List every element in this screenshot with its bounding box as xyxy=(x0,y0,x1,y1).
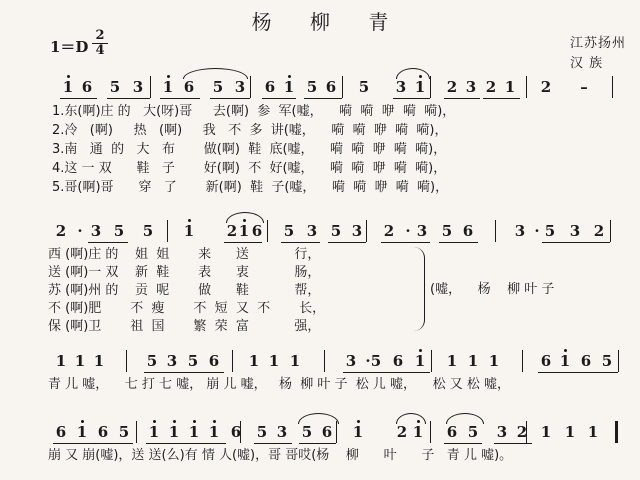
note: 1 xyxy=(412,352,428,370)
note: 5 xyxy=(146,352,158,370)
beam-line xyxy=(146,443,226,444)
note: 5 xyxy=(544,222,556,240)
note: 5 xyxy=(142,222,154,240)
note: 1 xyxy=(181,222,197,240)
slur xyxy=(298,413,339,424)
note: 5 xyxy=(301,423,313,441)
note: 2 xyxy=(396,423,408,441)
note: 6 xyxy=(97,423,109,441)
note: 3 xyxy=(395,78,407,96)
beam-line xyxy=(88,242,128,243)
verse-line-2-2: 送 (啊)一 双 新 鞋 表 衷 肠， xyxy=(48,265,321,280)
note: 1 xyxy=(160,78,176,96)
beam-line xyxy=(542,242,610,243)
note: 6 xyxy=(55,423,67,441)
note: 3 xyxy=(132,78,144,96)
note: 1 xyxy=(467,352,479,370)
note: 6 xyxy=(183,78,195,96)
note: 3 xyxy=(416,222,428,240)
note: 2 xyxy=(485,78,497,96)
note: 5 xyxy=(358,78,370,96)
beam-line xyxy=(210,98,250,99)
slur xyxy=(183,68,248,79)
octave-dot xyxy=(564,349,567,352)
beam-line xyxy=(444,443,482,444)
note: 1 xyxy=(410,423,426,441)
beam-line xyxy=(224,242,262,243)
bar-line xyxy=(336,421,337,443)
slur xyxy=(396,413,426,424)
beam-line xyxy=(74,443,133,444)
slur xyxy=(396,68,430,79)
beam-line xyxy=(107,98,150,99)
bar-line xyxy=(615,421,618,443)
note: 1 xyxy=(268,352,280,370)
note: – xyxy=(580,78,588,96)
bar-line xyxy=(366,220,367,242)
note: 1 xyxy=(281,78,297,96)
note: 5 xyxy=(212,78,224,96)
note: 5 xyxy=(467,423,479,441)
beam-line xyxy=(381,242,430,243)
note: 1 xyxy=(55,352,67,370)
note: 6 xyxy=(230,423,242,441)
bar-line xyxy=(324,350,325,372)
note: 1 xyxy=(488,352,500,370)
octave-dot xyxy=(193,420,196,423)
note: 1 xyxy=(74,352,86,370)
refrain-line-4: 崩 又 崩(嘘)，送 送(么)有 情 人(嘘)，哥 哥哎(杨 柳 叶 子 青 儿 嘘)。 xyxy=(48,448,513,463)
bar-line xyxy=(342,76,343,98)
note: · xyxy=(405,222,411,240)
note: 5 xyxy=(187,352,199,370)
song-title: 杨 柳 青 xyxy=(251,10,405,34)
note: 1 xyxy=(289,352,301,370)
note: 3 xyxy=(276,423,288,441)
octave-dot xyxy=(153,420,156,423)
note: 3 xyxy=(514,222,526,240)
note: 3 xyxy=(234,78,246,96)
note: 1 xyxy=(74,423,90,441)
octave-dot xyxy=(173,420,176,423)
beam-line xyxy=(144,372,224,373)
note: 6 xyxy=(264,78,276,96)
note: 3 xyxy=(569,222,581,240)
song-origin xyxy=(570,34,626,74)
time-signature xyxy=(92,30,108,57)
note: · xyxy=(365,352,371,370)
bar-line xyxy=(612,76,613,98)
note: 1 xyxy=(146,423,162,441)
verse-5: 5.哥(啊)哥 穿 了 新(啊) 鞋 子(嘘， 嗬 嗬 咿 嗬 嗬)， xyxy=(52,180,449,195)
verse-line-2-5: 保 (啊)卫 祖 国 繁 荣 富 强， xyxy=(48,319,321,334)
verse-1: 1.东(啊)庄 的 大(呀)哥 去(啊) 参 军(嘘， 嗬 嗬 咿 嗬 嗬)， xyxy=(52,104,456,119)
beam-line xyxy=(299,443,336,444)
note: 6 xyxy=(251,222,263,240)
bar-line xyxy=(250,76,251,98)
note: 6 xyxy=(392,352,404,370)
note: 1 xyxy=(557,352,573,370)
octave-dot xyxy=(419,349,422,352)
note: 6 xyxy=(580,352,592,370)
beam-line xyxy=(494,443,532,444)
beam-line xyxy=(262,98,296,99)
verse-2: 2.冷 (啊) 热 (啊) 我 不 多 讲(嘘， 嗬 嗬 咿 嗬 嗬)， xyxy=(52,123,448,138)
octave-dot xyxy=(357,420,360,423)
note: 5 xyxy=(118,423,130,441)
note: 2 xyxy=(55,222,67,240)
beam-line xyxy=(254,443,292,444)
refrain-line-3: 青 儿 嘘， 七 打 七 嘘， 崩 儿 嘘， 杨 柳 叶 子 松 儿 嘘， 松 又 松 嘘， xyxy=(48,377,510,392)
bar-line xyxy=(526,76,527,98)
bar-line xyxy=(522,350,523,372)
key-signature: 1＝D xyxy=(50,38,89,56)
beam-line xyxy=(281,242,320,243)
note: 1 xyxy=(350,423,366,441)
note: 1 xyxy=(564,423,576,441)
note: 1 xyxy=(236,222,252,240)
verse-line-2-3: 苏 (啊)州 的 贡 呢 做 鞋 帮， xyxy=(48,283,321,298)
note: 2 xyxy=(446,78,458,96)
bar-line xyxy=(431,350,432,372)
note: 2 xyxy=(516,423,528,441)
note: 1 xyxy=(446,352,458,370)
bar-line xyxy=(618,350,619,372)
beam-line xyxy=(444,98,480,99)
note: 5 xyxy=(601,352,613,370)
bar-line xyxy=(150,76,151,98)
beam-line xyxy=(483,98,520,99)
bar-line xyxy=(430,421,431,443)
note: 6 xyxy=(325,78,337,96)
note: 6 xyxy=(81,78,93,96)
note: 5 xyxy=(113,222,125,240)
beam-line xyxy=(439,242,478,243)
beam-line xyxy=(368,372,430,373)
note: 5 xyxy=(330,222,342,240)
bar-line xyxy=(610,220,611,242)
note: 6 xyxy=(446,423,458,441)
note: 1 xyxy=(504,78,516,96)
note: 2 xyxy=(540,78,552,96)
note: · xyxy=(534,222,540,240)
note: 3 xyxy=(465,78,477,96)
verse-4: 4.这 一 双 鞋 子 好(啊) 不 好(嘘， 嗬 嗬 咿 嗬 嗬)， xyxy=(52,161,447,176)
note: 5 xyxy=(283,222,295,240)
beam-line xyxy=(304,98,342,99)
bar-line xyxy=(526,421,527,443)
note: 3 xyxy=(351,222,363,240)
time-denominator: 4 xyxy=(95,43,105,58)
bar-line xyxy=(267,220,268,242)
bar-line xyxy=(136,421,137,443)
verse-line-2-4: 不 (啊)肥 不 瘦 不 短 又 不 长， xyxy=(48,301,326,316)
note: 6 xyxy=(208,352,220,370)
octave-dot xyxy=(188,219,191,222)
note: 2 xyxy=(383,222,395,240)
note: 3 xyxy=(496,423,508,441)
octave-dot xyxy=(213,420,216,423)
origin-region: 江苏扬州 xyxy=(569,36,626,51)
bar-line xyxy=(430,76,431,98)
refrain-start: (嘘， 杨 柳 叶 子 xyxy=(430,282,555,297)
verse-3: 3.南 通 的 大 布 做(啊) 鞋 底(嘘， 嗬 嗬 咿 嗬 嗬)， xyxy=(52,142,447,157)
slur xyxy=(226,212,264,223)
note: 1 xyxy=(248,352,260,370)
octave-dot xyxy=(288,75,291,78)
note: 3 xyxy=(166,352,178,370)
bar-line xyxy=(167,220,168,242)
verse-line-2-1: 西 (啊)庄 的 姐 姐 来 送 行， xyxy=(48,247,321,262)
note: 3 xyxy=(345,352,357,370)
note: 3 xyxy=(306,222,318,240)
beam-line xyxy=(160,98,200,99)
note: 6 xyxy=(321,423,333,441)
octave-dot xyxy=(81,420,84,423)
note: 2 xyxy=(593,222,605,240)
note: 1 xyxy=(587,423,599,441)
note: · xyxy=(77,222,83,240)
bar-line xyxy=(232,350,233,372)
octave-dot xyxy=(67,75,70,78)
bar-line xyxy=(495,220,496,242)
octave-dot xyxy=(167,75,170,78)
note: 1 xyxy=(540,423,552,441)
note: 1 xyxy=(93,352,105,370)
note: 1 xyxy=(186,423,202,441)
beam-line xyxy=(328,242,366,243)
origin-ethnicity: 汉 族 xyxy=(569,56,604,71)
beam-line xyxy=(60,98,97,99)
note: 6 xyxy=(540,352,552,370)
beam-line xyxy=(393,98,430,99)
beam-line xyxy=(538,372,618,373)
note: 1 xyxy=(60,78,76,96)
note: 5 xyxy=(306,78,318,96)
note: 5 xyxy=(370,352,382,370)
note: 1 xyxy=(166,423,182,441)
note: 2 xyxy=(226,222,238,240)
note: 1 xyxy=(206,423,222,441)
note: 5 xyxy=(441,222,453,240)
note: 1 xyxy=(412,78,428,96)
note: 3 xyxy=(90,222,102,240)
bar-line xyxy=(240,421,241,443)
note: 6 xyxy=(462,222,474,240)
verse-brace xyxy=(414,247,425,331)
bar-line xyxy=(126,350,127,372)
note: 5 xyxy=(109,78,121,96)
slur xyxy=(446,413,484,424)
time-numerator: 2 xyxy=(95,28,105,43)
note: 5 xyxy=(256,423,268,441)
